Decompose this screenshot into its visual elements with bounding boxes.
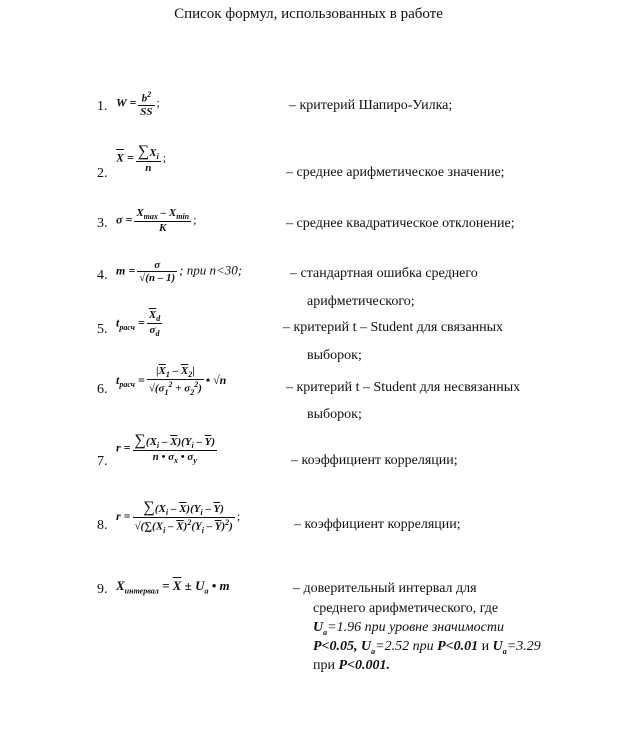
item-number: 6. (97, 382, 108, 397)
formula-std-error: m = $\frac{\sigma}{√(n - 1)}$ ; при n<30; (116, 259, 243, 284)
item-description-cont: выборок; (307, 407, 362, 422)
formula-mean: $\overline{X}$ = $\frac{\sum X_i}{n}$ ; (116, 143, 167, 175)
item-number: 5. (97, 322, 108, 337)
item-number: 4. (97, 268, 108, 283)
item-description: – критерий t – Student для связанных (283, 320, 504, 335)
item-description-cont: арифметического; (307, 294, 415, 309)
item-number: 3. (97, 216, 108, 231)
formula-t-unpaired: $t_{расч}$ = $\frac{|\overline{X}_1 - \overline{X}_2|}{√(\sigma_1^2 + \sigma_2^2)}$ • √n (116, 365, 227, 398)
formula-correlation-alt: r = $\frac{\sum(X_i - \overline{X})(Y_i - \overline{Y})}{√(\sum(X_i - \overline{X})^2(Y_i - \overline{Y})^2)}$ ; (116, 499, 241, 536)
item-description: – критерий Шапиро-Уилка; (289, 98, 453, 113)
item-description: – доверительный интервал для (293, 581, 477, 596)
formula-correlation: r = $\frac{\sum(X_i - \overline{X})(Y_i - \overline{Y})}{n • \sigma_x • \sigma_y}$ (116, 432, 215, 466)
page-title: Список формул, использованных в работе (174, 6, 443, 22)
item-number: 2. (97, 166, 108, 181)
item-description: – среднее арифметическое значение; (286, 165, 505, 180)
item-description-cont: $U_a=1.96$ при уровне значимости (313, 620, 504, 637)
item-number: 8. (97, 518, 108, 533)
formula-t-paired: $t_{расч}$ = $\frac{\overline{X}_d}{\sigma_d}$ (116, 309, 161, 339)
item-number: 9. (97, 582, 108, 597)
item-description: – критерий t – Student для несвязанных (286, 380, 521, 395)
formula-confidence-interval: $X_{интервал} = \overline{X} \pm U_a$ • m (116, 578, 230, 596)
formula-shapiro-wilk: W = $\frac{b^2}{SS}$ ; (116, 90, 160, 118)
item-description: – коэффициент корреляции; (294, 517, 461, 532)
item-description-cont: выборок; (307, 348, 362, 363)
item-description-cont: P<0.05, $U_a=2.52$ при P<0.01 и $U_a=3.29$ (313, 639, 541, 656)
item-description-cont: при P<0.001. (313, 658, 391, 673)
item-number: 1. (97, 99, 108, 114)
item-description: – стандартная ошибка среднего (290, 266, 478, 281)
formula-std-deviation: σ = $\frac{X_{max} - X_{min}}{K}$ ; (116, 207, 197, 235)
item-description: – среднее квадратическое отклонение; (286, 216, 515, 231)
item-description: – коэффициент корреляции; (291, 453, 458, 468)
item-description-cont: среднего арифметического, где (313, 601, 499, 616)
item-number: 7. (97, 454, 108, 469)
